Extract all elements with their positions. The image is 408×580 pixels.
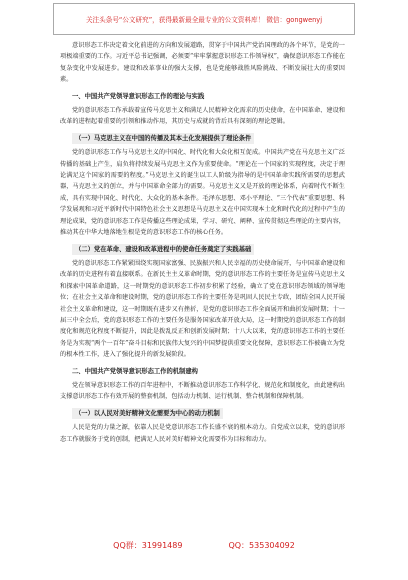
section-heading-2: 二、中国共产党领导意识形态工作的机制建构 (72, 367, 198, 375)
subsection-heading-2-1: （一）以人民对美好精神文化需要为中心的动力机制 (72, 408, 223, 419)
banner-box (53, 3, 355, 35)
footer-qq-group: QQ群：31991489 (113, 540, 183, 550)
paragraph-section-2: 党在领导意识形态工作的百年进程中，不断推动意识形态工作科学化、规范化和制度化，由此建构出支撑意识形态工作有效开展的整套机制，包括动力机制、运行机制、整合机制和保障机制。 (60, 381, 345, 401)
section-heading-1: 一、中国共产党领导意识形态工作的理论与实践 (72, 92, 205, 100)
footer-qq: QQ：535304092 (228, 540, 295, 550)
banner-text: 关注头条号“公文研究”，获得最新最全最专业的公文资料库！ 微信：gongwenyj (85, 16, 323, 24)
subsection-heading-1-1: （一）马克思主义在中国的传播及其本土化发展提供了理论条件 (72, 133, 254, 144)
paragraph-intro: 意识形态工作决定着文化前进的方向和发展道路，贯穿于中国共产党治国理政的各个环节，是党的一项极端重要的工作。习近平总书记强调，必须要“牢牢掌握意识形态工作领导权”，确保意识形态工作能在复杂变化中发展进步。建设和改革事业的强大支撑，也是党能够战胜风险挑战、不断发展壮大的重要因素。 (60, 42, 345, 84)
paragraph-subsection-1-2: 党的意识形态工作紧紧围绕实现国家富强、民族振兴和人民幸福的历史使命展开，与中国革命建设和改革的历史进程有着直接联系。在新民主主义革命时期，党的意识形态工作的主要任务是宣传马克思主义和探索中国革命道路，这一时期党的意识形态工作初步积累了经验，确立了党在意识形态领域的领导地位；在社会主义革命和建设时期，党的意识形态工作的主要任务是巩固人民民主专政，团结全国人民开展社会主义革命和建设，这一时期既有进步又有挫折，是党的意识形态工作全面展开和曲折发展时期；十一届三中全会后，党的意识形态工作的主要任务是服务国家改革开放大局，这一时期党的意识形态工作的制度化和规范化程度不断提升，因此是拨乱反正和创新发展时期；十八大以来，党的意识形态工作的主要任务是为实现“两个一百年”奋斗目标和民族伟大复兴的中国梦提供重要文化保障，意识形态工作被确立为党的根本性工作，进入了强化提升的新发展阶段。 (60, 259, 345, 359)
paragraph-subsection-2-1: 人民是党的力量之源，依靠人民是党意识形态工作长盛不衰的根本动力。自党成立以来，党的意识形态工作就服务于党的创制，把满足人民对美好精神文化需要作为目标和动力。 (60, 424, 345, 443)
document-body (60, 40, 345, 445)
subsection-heading-1-2: （二）党在革命、建设和改革进程中的使命任务奠定了实践基础 (72, 244, 254, 255)
footer-contact (0, 536, 408, 554)
paragraph-subsection-1-1: 党的意识形态工作与马克思主义的中国化、时代化和大众化相互促成。中国共产党在马克思主义广泛传播的基础上产生，肩负将持续发展马克思主义作为重要使命。“理论在一个国家的实现程度，决定于理论满足这个国家的需要的程度。”马克思主义的诞生以工人阶级为指导的是中国革命实践所需要的思想武器，马克思主义的创立，并与中国革命全部力的需要。马克思主义又是开放的理论体系，向着时代不断生成，具有实现中国化、时代化、大众化的基本条件。毛泽东思想、邓小平理论、“三个代表”重要思想、科学发展观和习近平新时代中国特色社会主义思想是马克思主义在中国实现本土化和时代化的过程中产生的理论成果，党的意识形态工作是传播这些理论成果，学习、研究、阐释、宣传贯彻这些理论的主要内容，推动其在中华大地落地生根是党的意识形态工作的核心任务。 (60, 149, 345, 237)
paragraph-section-1: 党的意识形态工作承载着宣传马克思主义和满足人民精神文化需求的历史使命，在中国革命、建设和改革的进程起着重要的引领和推动作用，其历史与成就的背后具有深刻的理论逻辑。 (60, 107, 345, 126)
top-banner (0, 0, 408, 37)
